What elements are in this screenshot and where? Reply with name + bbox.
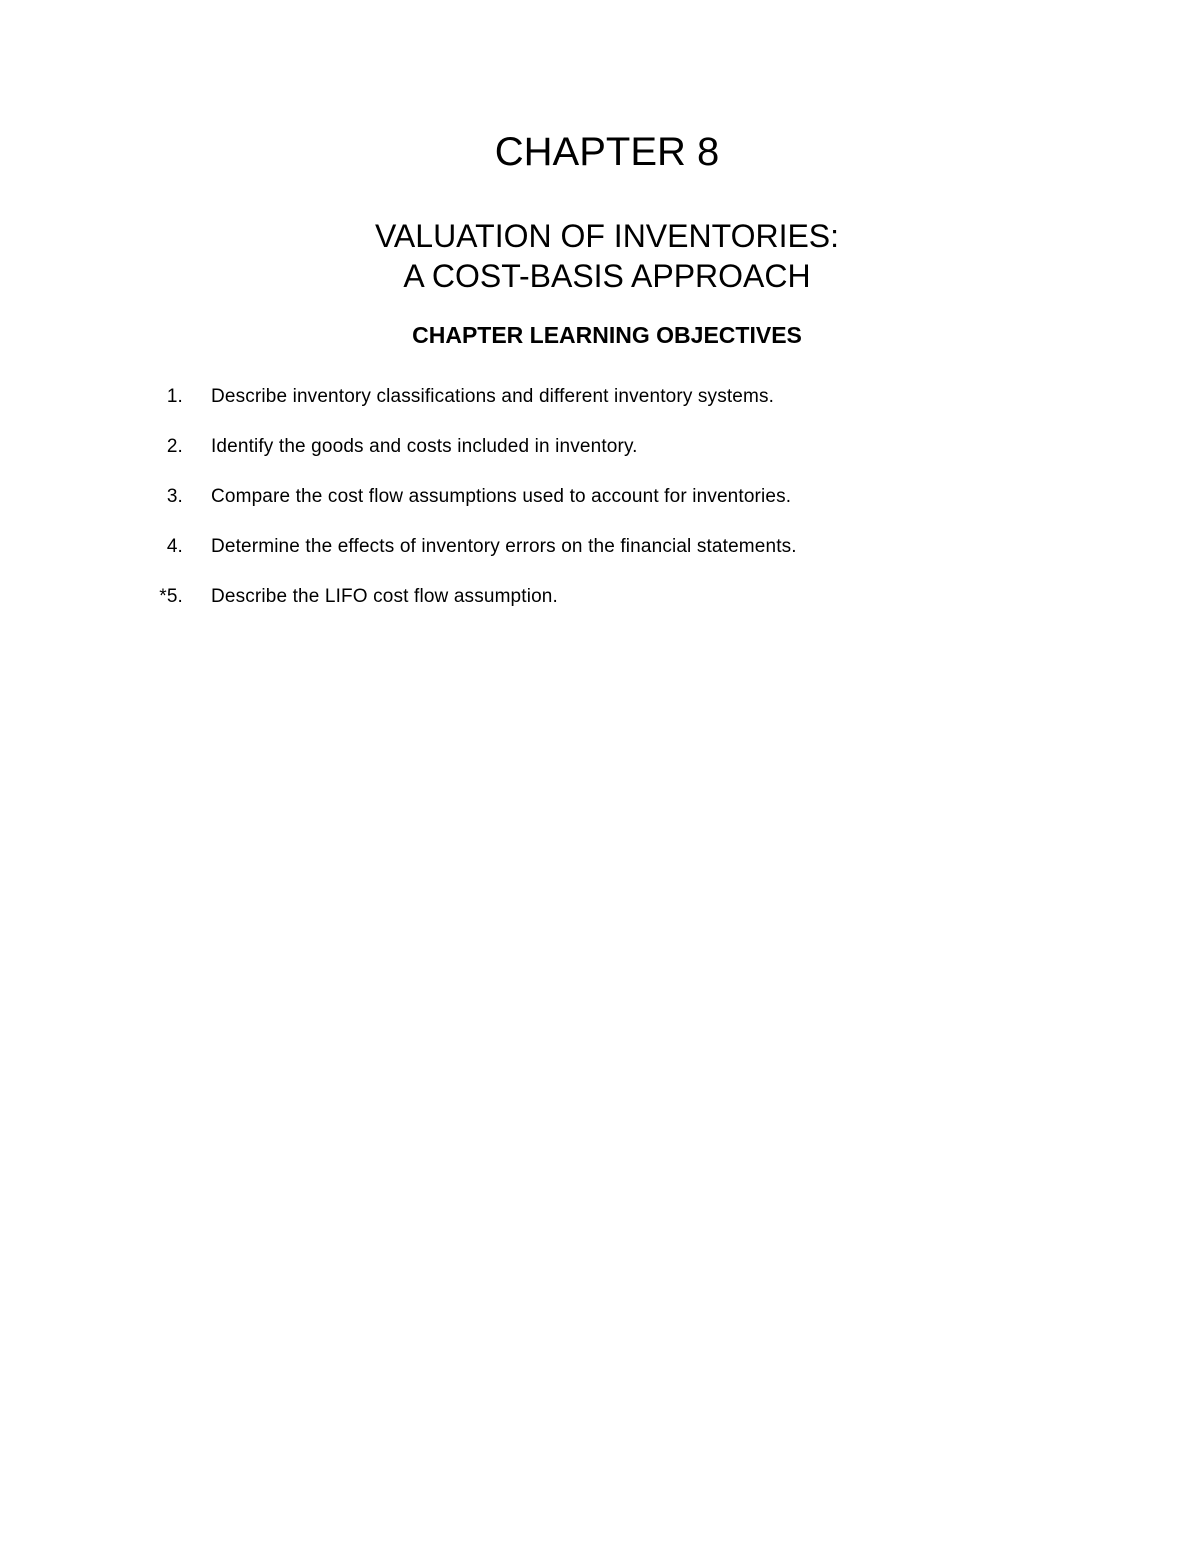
learning-objective (0, 431, 1200, 481)
objective-number: 4. (166, 536, 183, 557)
objective-number: *5. (159, 586, 183, 607)
chapter-title-line-2: A COST-BASIS APPROACH (403, 258, 811, 294)
chapter-number: CHAPTER 8 (494, 130, 720, 174)
learning-objective (0, 381, 1200, 431)
learning-objective (0, 531, 1200, 581)
objective-text: Identify the goods and costs included in inventory. (211, 436, 638, 457)
objective-text: Describe inventory classifications and different inventory systems. (211, 386, 775, 407)
objective-number: 2. (166, 436, 183, 457)
objective-text: Compare the cost flow assumptions used to account for inventories. (211, 486, 792, 507)
objectives-heading: CHAPTER LEARNING OBJECTIVES (412, 322, 802, 348)
chapter-title (0, 216, 1200, 296)
learning-objectives-list (0, 381, 1200, 631)
learning-objective (0, 481, 1200, 531)
objective-number: 3. (166, 486, 183, 507)
objective-number: 1. (166, 386, 183, 407)
objective-text: Describe the LIFO cost flow assumption. (211, 586, 558, 607)
objective-text: Determine the effects of inventory errors on the financial statements. (211, 536, 797, 557)
learning-objective (0, 581, 1200, 631)
chapter-title-line-1: VALUATION OF INVENTORIES: (374, 218, 840, 254)
